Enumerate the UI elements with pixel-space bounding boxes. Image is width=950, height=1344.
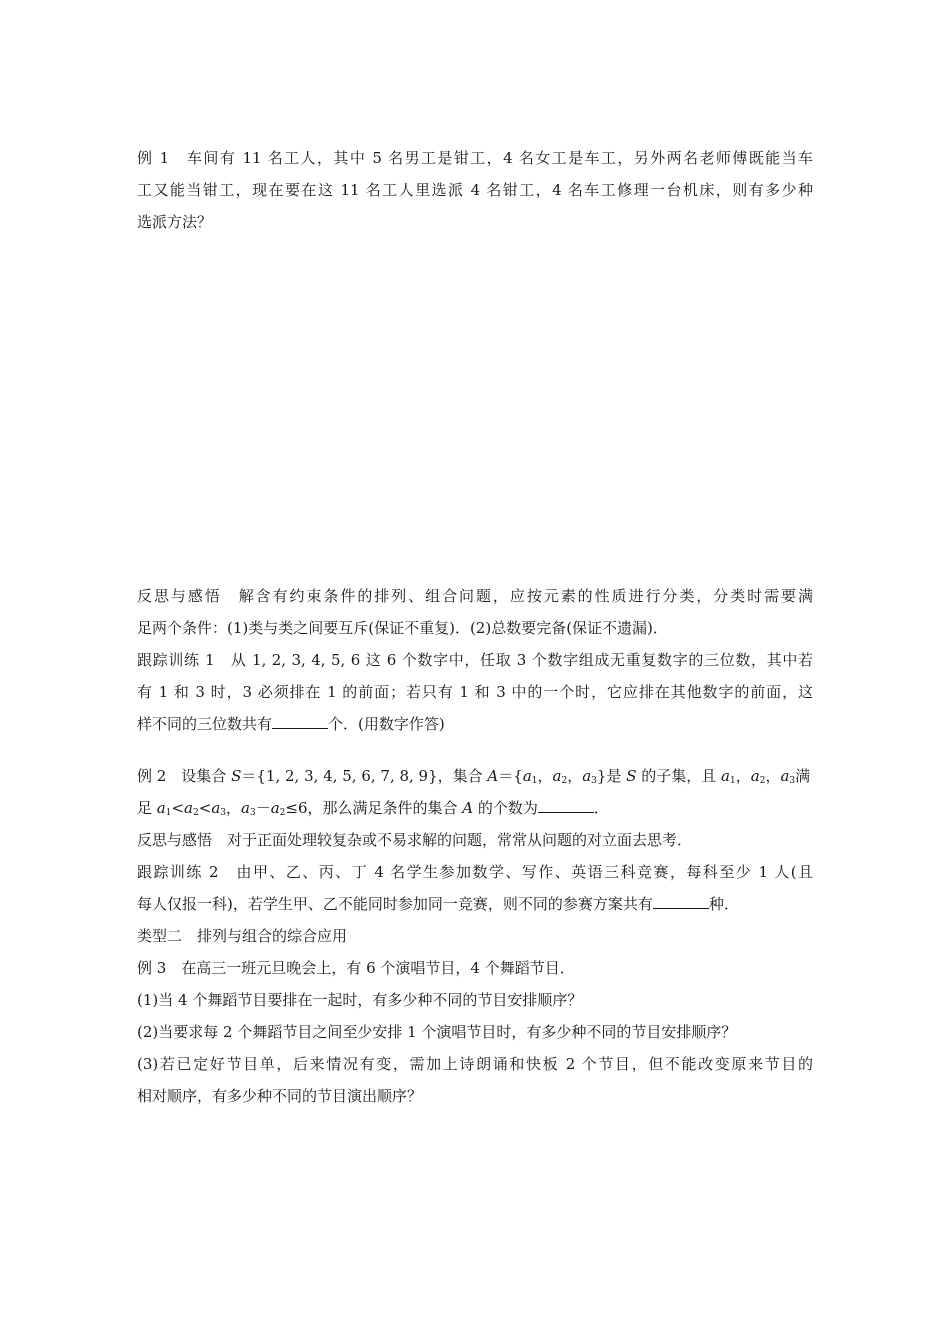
type-2-heading: 类型二 排列与组合的综合应用 — [137, 927, 348, 945]
reflect-1-line-1: 反思与感悟 解含有约束条件的排列、组合问题，应按元素的性质进行分类，分类时需要满 — [137, 587, 813, 605]
spacer — [137, 740, 813, 760]
example-3-line-4: (3)若已定好节目单，后来情况有变，需加上诗朗诵和快板 2 个节目，但不能改变原来节目的 — [137, 1055, 813, 1073]
example-2-line-1 — [137, 760, 813, 792]
subscript: 1 — [730, 776, 736, 786]
var-a: a — [270, 799, 280, 817]
train-2-text-after: 种． — [708, 895, 739, 913]
subscript: 2 — [759, 776, 766, 786]
example-2-text: ≤6，那么满足条件的集合 — [285, 799, 463, 817]
subscript: 3 — [789, 776, 796, 786]
example-2-text: ＝{1, 2, 3, 4, 5, 6, 7, 8, 9}，集合 — [241, 767, 488, 785]
train-1-line-3 — [137, 708, 813, 740]
var-a: a — [750, 767, 760, 785]
example-2-text: ． — [593, 799, 609, 817]
separator: ， — [226, 799, 242, 817]
subscript: 3 — [220, 808, 226, 818]
less-than: < — [198, 799, 212, 817]
lower-content — [137, 580, 813, 1112]
var-a: a — [184, 799, 193, 817]
set-a: A — [487, 767, 499, 785]
var-a: a — [522, 767, 532, 785]
separator: ， — [765, 767, 781, 785]
reflect-1-line-2: 足两个条件：(1)类与类之间要互斥(保证不重复)．(2)总数要完备(保证不遗漏)． — [137, 619, 668, 637]
example-2-text: 的子集，且 — [636, 767, 722, 785]
example-2-text: 满 — [795, 767, 811, 785]
example-2-text: 足 — [137, 799, 157, 817]
train-2-line-2 — [137, 888, 813, 920]
example-2-line-2 — [137, 792, 813, 824]
train-1-text-after: 个．(用数字作答) — [328, 715, 445, 733]
subscript: 1 — [165, 808, 172, 818]
example-1-line-3: 选派方法？ — [137, 213, 213, 231]
answer-blank — [653, 894, 709, 909]
var-a: a — [721, 767, 730, 785]
separator: ， — [537, 767, 553, 785]
var-a: a — [211, 799, 221, 817]
example-1-line-2: 工又能当钳工，现在要在这 11 名工人里选派 4 名钳工，4 名车工修理一台机床，则有多少种 — [137, 181, 813, 199]
answer-blank — [538, 798, 594, 813]
example-2-text: ＝{ — [498, 767, 523, 785]
example-1-line-1: 例 1 车间有 11 名工人，其中 5 名男工是钳工，4 名女工是车工，另外两名老师傅既能当车 — [137, 149, 813, 167]
set-a: A — [462, 799, 474, 817]
answer-blank — [272, 714, 328, 729]
var-a: a — [582, 767, 592, 785]
var-a: a — [241, 799, 250, 817]
subscript: 2 — [279, 808, 286, 818]
example-3-line-1: 例 3 在高三一班元旦晚会上，有 6 个演唱节目，4 个舞蹈节目． — [137, 959, 575, 977]
subscript: 3 — [249, 808, 256, 818]
separator: ， — [735, 767, 751, 785]
subscript: 2 — [561, 776, 568, 786]
example-3-line-2: (1)当 4 个舞蹈节目要排在一起时，有多少种不同的节目安排顺序？ — [137, 991, 583, 1009]
train-1-text-before: 样不同的三位数共有 — [137, 715, 273, 733]
less-than: < — [171, 799, 185, 817]
separator: ， — [567, 767, 583, 785]
train-2-line-1: 跟踪训练 2 由甲、乙、丙、丁 4 名学生参加数学、写作、英语三科竞赛，每科至少 1 人(且 — [137, 863, 813, 881]
example-2-text: }是 — [596, 767, 627, 785]
reflect-2: 反思与感悟 对于正面处理较复杂或不易求解的问题，常常从问题的对立面去思考． — [137, 831, 693, 849]
set-s: S — [231, 767, 242, 785]
set-s: S — [626, 767, 637, 785]
subscript: 3 — [591, 776, 597, 786]
example-2-text: 的个数为 — [473, 799, 538, 817]
train-2-text-before: 每人仅报一科)，若学生甲、乙不能同时参加同一竞赛，则不同的参赛方案共有 — [137, 895, 653, 913]
var-a: a — [156, 799, 166, 817]
subscript: 1 — [531, 776, 538, 786]
minus-sign: － — [255, 799, 271, 817]
var-a: a — [552, 767, 562, 785]
example-1 — [137, 142, 813, 238]
example-3-line-5: 相对顺序，有多少种不同的节目演出顺序？ — [137, 1087, 423, 1105]
subscript: 2 — [193, 808, 199, 818]
example-3-line-3: (2)当要求每 2 个舞蹈节目之间至少安排 1 个演唱节目时，有多少种不同的节目安排顺序？ — [137, 1023, 737, 1041]
train-1-line-1: 跟踪训练 1 从 1, 2, 3, 4, 5, 6 这 6 个数字中，任取 3 个数字组成无重复数字的三位数，其中若 — [137, 651, 813, 669]
example-2-text: 例 2 设集合 — [137, 767, 232, 785]
var-a: a — [780, 767, 790, 785]
train-1-line-2: 有 1 和 3 时，3 必须排在 1 的前面；若只有 1 和 3 中的一个时，它应排在其他数字的前面，这 — [137, 683, 813, 701]
